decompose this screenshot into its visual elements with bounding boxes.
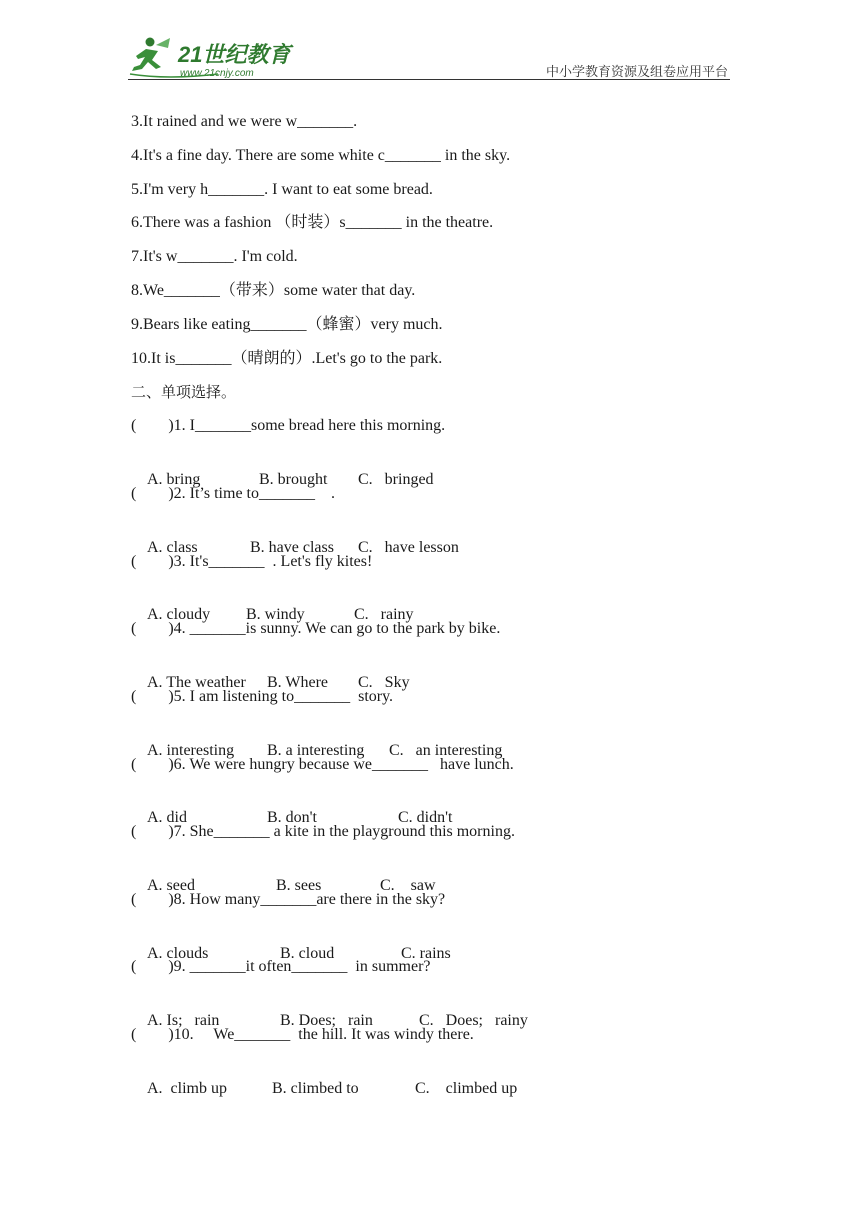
question-stem: ( )9. _______it often_______ in summer? [131, 958, 431, 975]
fill-blank-item: 5.I'm very h_______. I want to eat some bread. [131, 181, 433, 198]
option-b: B. have class [250, 539, 334, 556]
question-stem: ( )10. We_______ the hill. It was windy there. [131, 1026, 474, 1043]
logo [128, 36, 298, 80]
question-stem: ( )4. _______is sunny. We can go to the park by bike. [131, 620, 501, 637]
option-a: A. did [147, 809, 187, 826]
fill-blank-item: 3.It rained and we were w_______. [131, 113, 358, 130]
option-a: A. climb up [147, 1080, 227, 1097]
option-b: B. sees [276, 877, 322, 894]
runner-logo-icon [128, 36, 298, 80]
option-a: A. seed [147, 877, 195, 894]
question-stem: ( )7. She_______ a kite in the playground this morning. [131, 823, 515, 840]
question-stem: ( )6. We were hungry because we_______ have lunch. [131, 756, 514, 773]
question-stem: ( )5. I am listening to_______ story. [131, 688, 394, 705]
fill-blank-item: 6.There was a fashion （时装）s_______ in the theatre. [131, 214, 494, 231]
option-a: A. cloudy [147, 606, 211, 623]
fill-blank-item: 7.It's w_______. I'm cold. [131, 248, 298, 265]
option-c: C. rainy [354, 606, 414, 623]
fill-blank-item: 4.It's a fine day. There are some white c_______ in the sky. [131, 147, 511, 164]
option-a: A. bring [147, 471, 201, 488]
option-b: B. Does; rain [280, 1012, 373, 1029]
option-c: C. have lesson [358, 539, 459, 556]
question-stem: ( )2. It’s time to_______ . [131, 485, 335, 502]
svg-text:21世纪教育: 21世纪教育 [178, 42, 291, 67]
option-b: B. Where [267, 674, 329, 691]
option-a: A. interesting [147, 742, 235, 759]
option-c: C. saw [380, 877, 436, 894]
option-b: B. brought [259, 471, 328, 488]
option-c: C. climbed up [415, 1080, 518, 1097]
question-stem: ( )8. How many_______are there in the sky? [131, 891, 446, 908]
fill-blank-item: 9.Bears like eating_______（蜂蜜）very much. [131, 316, 443, 333]
option-b: B. climbed to [272, 1080, 359, 1097]
fill-blank-item: 8.We_______（带来）some water that day. [131, 282, 416, 299]
option-b: B. don't [267, 809, 317, 826]
option-c: C. Does; rainy [419, 1012, 528, 1029]
question-stem: ( )3. It's_______ . Let's fly kites! [131, 553, 373, 570]
header-divider [128, 79, 730, 80]
option-b: B. a interesting [267, 742, 365, 759]
option-a: A. Is; rain [147, 1012, 220, 1029]
option-b: B. windy [246, 606, 305, 623]
fill-blank-item: 10.It is_______（晴朗的）.Let's go to the park. [131, 350, 443, 367]
svg-text:www.21cnjy.com: www.21cnjy.com [180, 68, 254, 79]
option-c: C. an interesting [389, 742, 503, 759]
question-stem: ( )1. I_______some bread here this morning. [131, 417, 446, 434]
page-header [0, 0, 860, 90]
option-c: C. rains [401, 945, 451, 962]
option-a: A. class [147, 539, 198, 556]
option-b: B. cloud [280, 945, 335, 962]
option-c: C. bringed [358, 471, 434, 488]
option-c: C. Sky [358, 674, 410, 691]
header-platform-title: 中小学教育资源及组卷应用平台 [545, 65, 728, 80]
section-title: 二、单项选择。 [131, 383, 237, 401]
option-c: C. didn't [398, 809, 453, 826]
answer-options [131, 1059, 517, 1119]
option-a: A. clouds [147, 945, 209, 962]
option-a: A. The weather [147, 674, 246, 691]
